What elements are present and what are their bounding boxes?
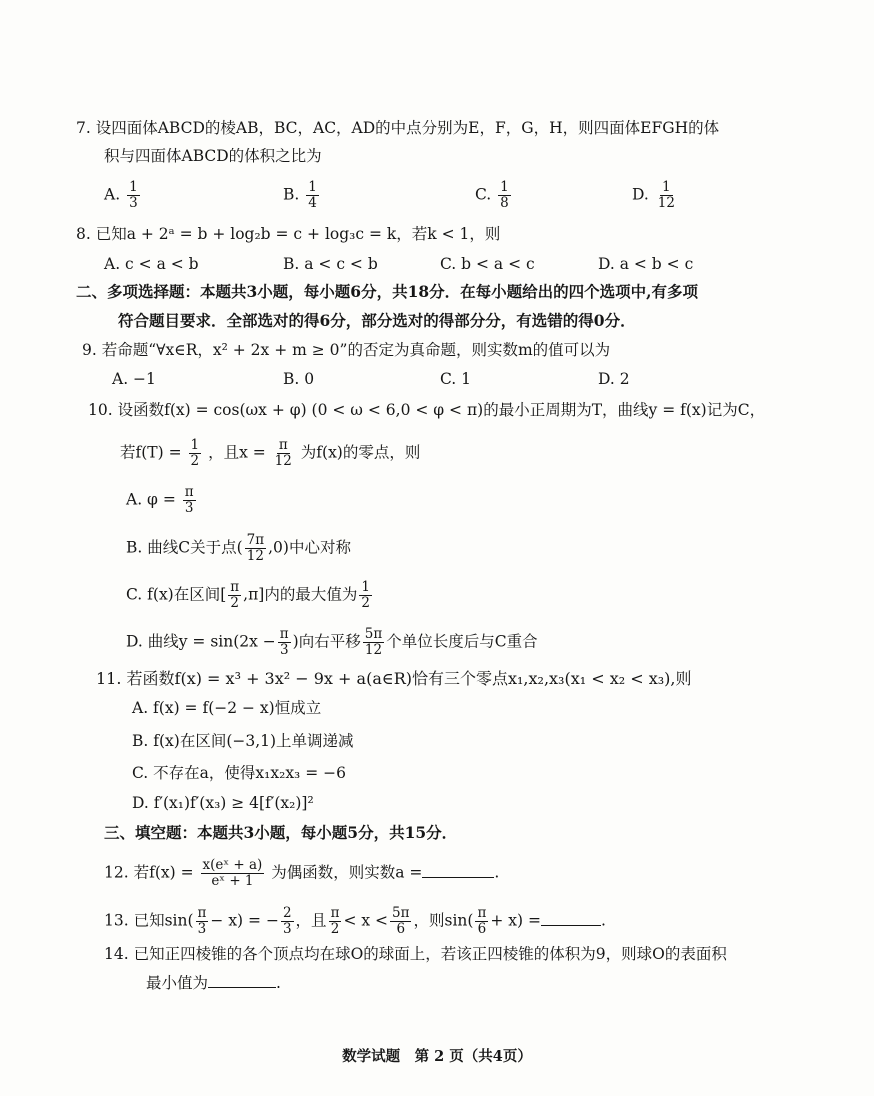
q8-option-a: A. c < a < b bbox=[104, 255, 199, 273]
q8-option-b: B. a < c < b bbox=[283, 255, 378, 273]
q12-stem: 12. 若f(x) = $\frac{\text{x(eˣ + a)}}{\text{eˣ + 1}}$ 为偶函数，则实数a = . bbox=[104, 857, 500, 889]
q9-option-d: D. 2 bbox=[598, 370, 630, 388]
q10-stem-line2: 若f(T) = $\frac{1}{2}$ ，且x = $\frac{\pi}{12}$ 为f(x)的零点，则 bbox=[120, 437, 421, 469]
fraction: $\frac{\pi}{3}$ bbox=[197, 905, 207, 937]
q7-stem-line1: 7. 设四面体ABCD的棱AB，BC，AC，AD的中点分别为E，F，G，H，则四面体EFGH的体 bbox=[76, 119, 720, 137]
fraction: $\frac{7\pi}{12}$ bbox=[246, 532, 265, 564]
fraction: $\frac{1}{4}$ bbox=[308, 179, 317, 211]
q7-option-d: D. $\frac{1}{12}$ bbox=[632, 179, 675, 211]
q14-stem-line2: 最小值为 . bbox=[146, 974, 281, 992]
q10-stem-line1: 10. 设函数f(x) = cos(ωx + φ) (0 < ω < 6,0 < φ < π)的最小正周期为T，曲线y = f(x)记为C， bbox=[88, 401, 766, 419]
fraction: $\frac{2}{3}$ bbox=[282, 905, 292, 937]
q11-option-a: A. f(x) = f(−2 − x)恒成立 bbox=[132, 699, 322, 717]
section-2-heading-line2: 符合题目要求．全部选对的得6分，部分选对的得部分分，有选错的得0分． bbox=[118, 311, 636, 330]
q7-option-b: B. $\frac{1}{4}$ bbox=[283, 179, 317, 211]
fraction: $\frac{\pi}{12}$ bbox=[274, 437, 292, 469]
section-2-heading-line1: 二、多项选择题：本题共3小题，每小题6分，共18分．在每小题给出的四个选项中,有多项 bbox=[76, 282, 699, 301]
fraction: $\frac{5\pi}{6}$ bbox=[392, 905, 410, 937]
q11-option-d: D. f′(x₁)f′(x₃) ≥ 4[f′(x₂)]² bbox=[132, 794, 314, 812]
q7-stem-line2: 积与四面体ABCD的体积之比为 bbox=[104, 147, 322, 165]
q7-option-a: A. $\frac{1}{3}$ bbox=[104, 179, 138, 211]
q9-option-b: B. 0 bbox=[283, 370, 315, 388]
q11-option-c: C. 不存在a，使得x₁x₂x₃ = −6 bbox=[132, 764, 346, 782]
fraction: $\frac{1}{2}$ bbox=[361, 579, 370, 611]
q7-option-c: C. $\frac{1}{8}$ bbox=[475, 179, 509, 211]
q9-stem: 9. 若命题“∀x∈R，x² + 2x + m ≥ 0”的否定为真命题，则实数m的值可以为 bbox=[82, 341, 611, 359]
fraction: $\frac{1}{12}$ bbox=[657, 179, 675, 211]
fraction: $\frac{1}{3}$ bbox=[129, 179, 138, 211]
page-footer: 数学试题 第 2 页（共4页） bbox=[342, 1048, 532, 1065]
fraction: $\frac{\pi}{6}$ bbox=[477, 905, 487, 937]
q10-option-a: A. φ = $\frac{\pi}{3}$ bbox=[126, 484, 194, 516]
fraction: $\frac{\text{x(eˣ + a)}}{\text{eˣ + 1}}$ bbox=[202, 857, 263, 889]
q10-option-c: C. f(x)在区间[ $\frac{\pi}{2}$ ,π]内的最大值为 $\frac{1}{2}$ bbox=[126, 579, 370, 611]
fraction: $\frac{1}{2}$ bbox=[190, 437, 200, 469]
q8-stem: 8. 已知a + 2ᵃ = b + log₂b = c + log₃c = k，若k < 1，则 bbox=[76, 225, 501, 243]
q11-option-b: B. f(x)在区间(−3,1)上单调递减 bbox=[132, 732, 354, 750]
q9-option-a: A. −1 bbox=[112, 370, 156, 388]
fraction: $\frac{\pi}{2}$ bbox=[330, 905, 340, 937]
q14-stem-line1: 14. 已知正四棱锥的各个顶点均在球O的球面上，若该正四棱锥的体积为9，则球O的表面积 bbox=[104, 945, 727, 963]
answer-blank bbox=[208, 973, 276, 988]
q10-option-d: D. 曲线y = sin(2x − $\frac{\pi}{3}$ )向右平移 $\frac{5\pi}{12}$ 个单位长度后与C重合 bbox=[126, 626, 538, 658]
fraction: $\frac{5\pi}{12}$ bbox=[364, 626, 383, 658]
q8-option-d: D. a < b < c bbox=[598, 255, 694, 273]
q11-stem: 11. 若函数f(x) = x³ + 3x² − 9x + a(a∈R)恰有三个零点x₁,x₂,x₃(x₁ < x₂ < x₃),则 bbox=[96, 669, 692, 688]
q13-stem: 13. 已知sin( $\frac{\pi}{3}$ − x) = − $\frac{2}{3}$ ，且 $\frac{\pi}{2}$ < x < $\frac{5\pi}{6}$ ，则sin( $\frac{\pi}{6}$ + x) = . bbox=[104, 905, 606, 937]
fraction: $\frac{\pi}{3}$ bbox=[184, 484, 194, 516]
section-3-heading: 三、填空题：本题共3小题，每小题5分，共15分． bbox=[104, 823, 458, 842]
answer-blank bbox=[541, 911, 601, 926]
fraction: $\frac{1}{8}$ bbox=[500, 179, 509, 211]
answer-blank bbox=[422, 863, 494, 878]
q10-option-b: B. 曲线C关于点( $\frac{7\pi}{12}$ ,0)中心对称 bbox=[126, 532, 351, 564]
q8-option-c: C. b < a < c bbox=[440, 255, 535, 273]
q9-option-c: C. 1 bbox=[440, 370, 472, 388]
fraction: $\frac{\pi}{3}$ bbox=[279, 626, 289, 658]
fraction: $\frac{\pi}{2}$ bbox=[230, 579, 240, 611]
